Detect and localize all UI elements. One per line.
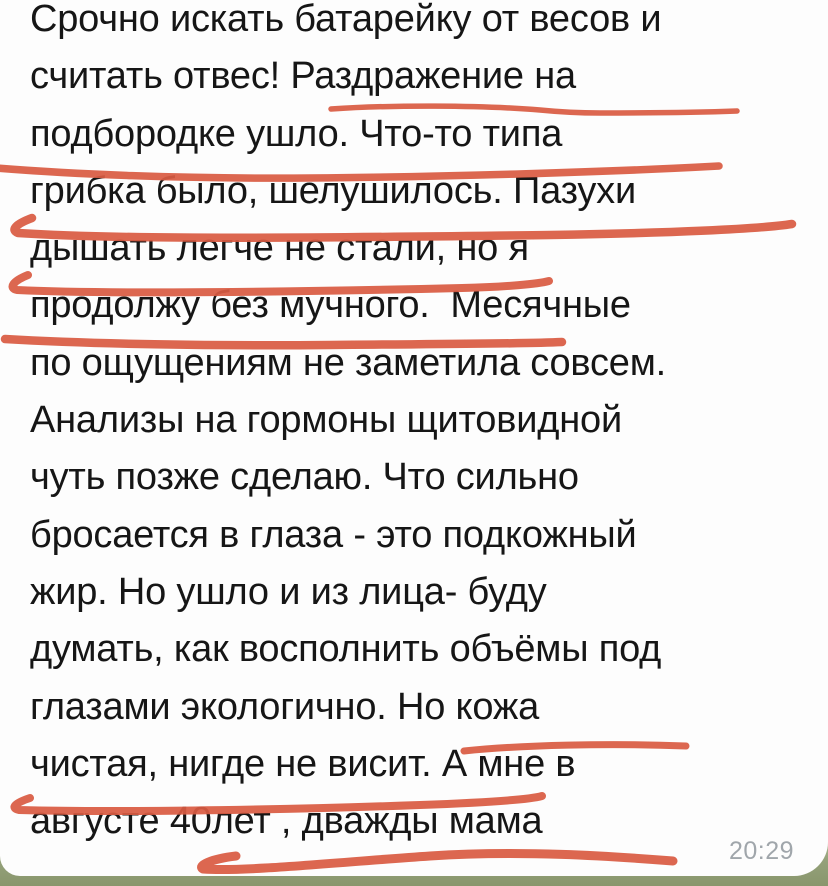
message-line: думать, как восполнить объёмы под xyxy=(30,628,662,671)
message-line: чуть позже сделаю. Что сильно xyxy=(30,456,579,499)
message-line: грибка было, шелушилось. Пазухи xyxy=(30,169,636,212)
message-line: чистая, нигде не висит. А мне в xyxy=(30,742,576,785)
message-line: жир. Но ушло и из лица- буду xyxy=(30,570,547,613)
message-line: Анализы на гормоны щитовидной xyxy=(30,399,622,442)
message-line: бросается в глаза - это подкожный xyxy=(30,513,637,556)
message-line: глазами экологично. Но кожа xyxy=(30,685,540,728)
message-line: августе 40лет , дважды мама xyxy=(30,800,543,843)
message-line: подбородке ушло. Что-то типа xyxy=(30,112,563,155)
message-timestamp: 20:29 xyxy=(728,837,794,865)
message-line: Срочно искать батарейку от весов и xyxy=(30,0,662,40)
message-line: считать отвес! Раздражение на xyxy=(30,55,576,98)
message-line: по ощущениям не заметила совсем. xyxy=(30,341,667,384)
message-line: продолжу без мучного. Месячные xyxy=(30,284,631,327)
message-text xyxy=(30,0,820,850)
message-line: дышать легче не стали, но я xyxy=(30,227,529,270)
